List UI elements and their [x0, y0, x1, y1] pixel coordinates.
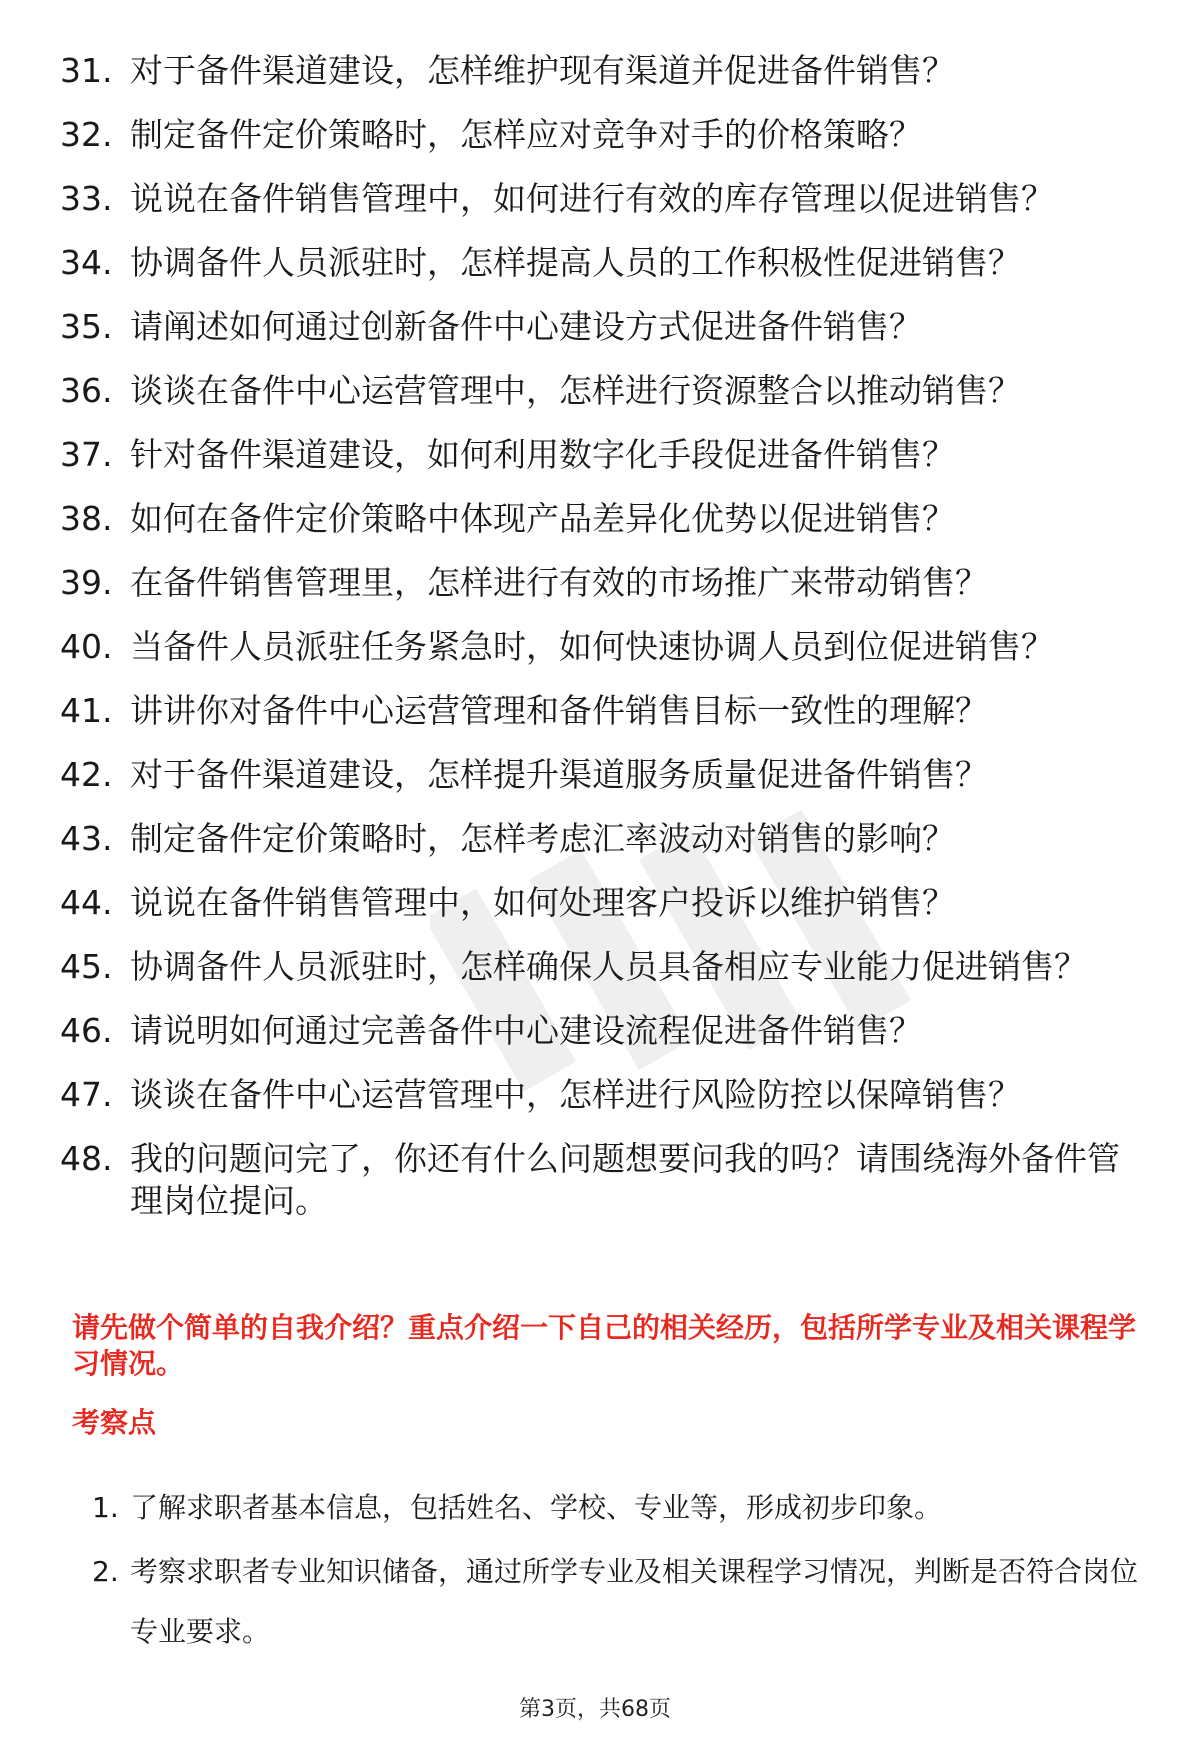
- assessment-points-label: 考察点: [72, 1406, 157, 1439]
- assessment-points-list: [92, 1478, 1162, 1666]
- question-item-43: [60, 818, 1150, 860]
- question-text: 在备件销售管理里，怎样进行有效的市场推广来带动销售？: [130, 563, 988, 602]
- question-item-41: [60, 690, 1150, 732]
- question-text: 讲讲你对备件中心运营管理和备件销售目标一致性的理解？: [130, 691, 988, 730]
- question-number: 44.: [60, 883, 113, 922]
- question-text: 谈谈在备件中心运营管理中，怎样进行风险防控以保障销售？: [130, 1075, 1021, 1114]
- point-text: 考察求职者专业知识储备，通过所学专业及相关课程学习情况，判断是否符合岗位专业要求。: [130, 1555, 1139, 1648]
- question-item-46: [60, 1010, 1150, 1052]
- question-number: 32.: [60, 115, 113, 154]
- question-item-35: [60, 306, 1150, 348]
- question-number: 33.: [60, 179, 113, 218]
- question-item-36: [60, 370, 1150, 412]
- question-item-31: [60, 50, 1150, 92]
- question-number: 41.: [60, 691, 113, 730]
- question-number: 42.: [60, 755, 113, 794]
- question-number: 40.: [60, 627, 113, 666]
- assessment-point-2: [92, 1542, 1162, 1662]
- point-text: 了解求职者基本信息，包括姓名、学校、专业等，形成初步印象。: [130, 1491, 943, 1524]
- question-text: 制定备件定价策略时，怎样应对竞争对手的价格策略？: [130, 115, 922, 154]
- question-number: 43.: [60, 819, 113, 858]
- question-text: 说说在备件销售管理中，如何进行有效的库存管理以促进销售？: [130, 179, 1054, 218]
- question-text: 当备件人员派驻任务紧急时，如何快速协调人员到位促进销售？: [130, 627, 1054, 666]
- question-number: 46.: [60, 1011, 113, 1050]
- question-text: 我的问题问完了，你还有什么问题想要问我的吗？请围绕海外备件管理岗位提问。: [130, 1139, 1120, 1220]
- assessment-point-1: [92, 1478, 1162, 1538]
- question-number: 48.: [60, 1139, 113, 1178]
- point-number: 2.: [92, 1555, 119, 1588]
- question-item-45: [60, 946, 1150, 988]
- question-item-38: [60, 498, 1150, 540]
- question-text: 请阐述如何通过创新备件中心建设方式促进备件销售？: [130, 307, 922, 346]
- question-text: 对于备件渠道建设，怎样提升渠道服务质量促进备件销售？: [130, 755, 988, 794]
- question-item-33: [60, 178, 1150, 220]
- question-number: 38.: [60, 499, 113, 538]
- question-number: 31.: [60, 51, 113, 90]
- question-item-44: [60, 882, 1150, 924]
- question-text: 协调备件人员派驻时，怎样确保人员具备相应专业能力促进销售？: [130, 947, 1087, 986]
- question-item-34: [60, 242, 1150, 284]
- question-list: [60, 50, 1150, 1244]
- question-number: 37.: [60, 435, 113, 474]
- question-item-40: [60, 626, 1150, 668]
- point-number: 1.: [92, 1491, 119, 1524]
- question-text: 制定备件定价策略时，怎样考虑汇率波动对销售的影响？: [130, 819, 955, 858]
- question-number: 35.: [60, 307, 113, 346]
- question-number: 34.: [60, 243, 113, 282]
- question-text: 请说明如何通过完善备件中心建设流程促进备件销售？: [130, 1011, 922, 1050]
- question-text: 针对备件渠道建设，如何利用数字化手段促进备件销售？: [130, 435, 955, 474]
- question-text: 说说在备件销售管理中，如何处理客户投诉以维护销售？: [130, 883, 955, 922]
- question-text: 如何在备件定价策略中体现产品差异化优势以促进销售？: [130, 499, 955, 538]
- question-number: 47.: [60, 1075, 113, 1114]
- question-text: 谈谈在备件中心运营管理中，怎样进行资源整合以推动销售？: [130, 371, 1021, 410]
- question-number: 45.: [60, 947, 113, 986]
- question-item-39: [60, 562, 1150, 604]
- question-text: 协调备件人员派驻时，怎样提高人员的工作积极性促进销售？: [130, 243, 1021, 282]
- question-number: 39.: [60, 563, 113, 602]
- question-item-42: [60, 754, 1150, 796]
- question-item-47: [60, 1074, 1150, 1116]
- question-item-32: [60, 114, 1150, 156]
- section-heading: 请先做个简单的自我介绍？重点介绍一下自己的相关经历，包括所学专业及相关课程学习情况。: [72, 1311, 1137, 1380]
- question-number: 36.: [60, 371, 113, 410]
- question-text: 对于备件渠道建设，怎样维护现有渠道并促进备件销售？: [130, 51, 955, 90]
- question-item-37: [60, 434, 1150, 476]
- page-footer: 第3页，共68页: [519, 1697, 671, 1722]
- question-item-48: [60, 1138, 1150, 1222]
